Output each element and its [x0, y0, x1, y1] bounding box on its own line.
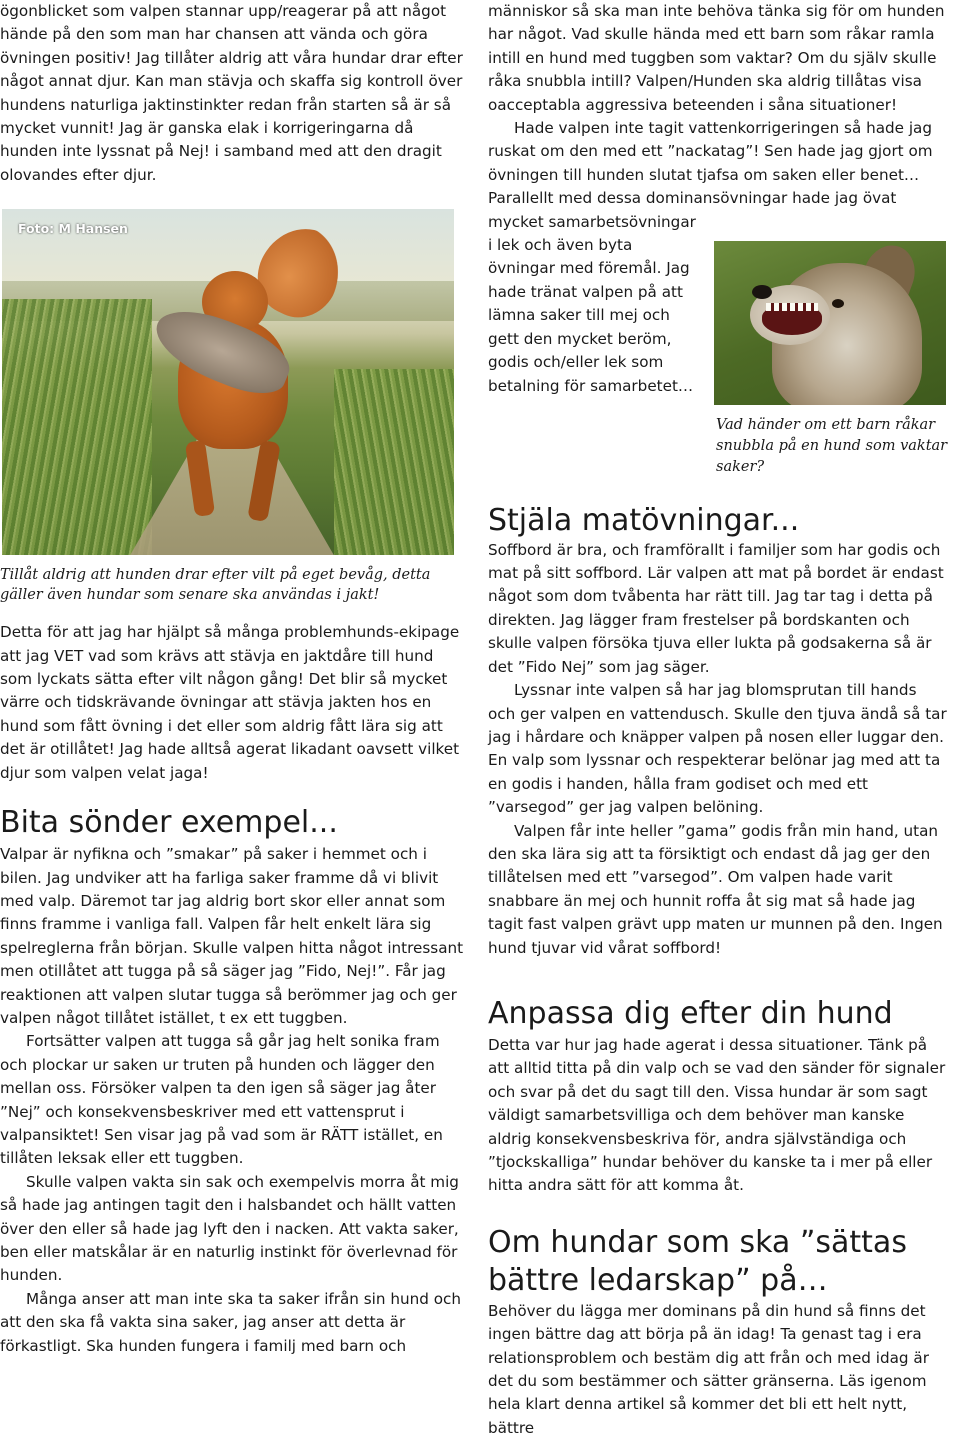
stjala-paragraph-3: Valpen får inte heller ”gama” godis från min hand, utan den ska lära sig att ta försiktigt och endast då jag ger den tillåtelsen med ett ”varsegod”. Om valpen hade varit snabbare än mej och hunnit roffa åt sig mat så hade jag tagit fast valpen grävt upp maten ur munnen på den. Ingen hund tjuvar vid vårat soffbord!: [488, 821, 943, 957]
bita-paragraph-2: Fortsätter valpen att tugga så går jag helt sonika fram och plockar ur saken ur truten på hunden och lägger den mellan oss. Försöker valpen ta den igen så säger jag åter ”Nej” och konsekvensbeskriver med ett vattensprut i valpansiktet! Sen visar jag på vad som är RÄTT istället, en tillåten leksak eller ett tuggben.: [0, 1032, 443, 1168]
left-column: [0, 0, 470, 1358]
bita-paragraph-3: Skulle valpen vakta sin sak och exempelvis morra åt mig så hade jag antingen tagit den i halsbandet och hällt vatten över den eller så hade jag lyft den i nacken. Att vakta saker, ben eller matskålar är en naturlig instinkt för överlevnad för hunden.: [0, 1172, 459, 1285]
anpassa-paragraph: Detta var hur jag hade agerat i dessa situationer. Tänk på att alltid titta på din valp och se vad den sänder för signaler och svar på det du sagt till den. Vissa hundar är som sagt väldigt samarbetsvilliga och dem behöver man kanske aldrig konsekvensbeskriva för, andra självständiga och ”tjockskalliga” hundar behöver du kanske ta i mer på eller hitta andra sätt för att komma åt.: [488, 1035, 946, 1195]
left-intro-paragraph: ögonblicket som valpen stannar upp/reagerar på att något hände på den som man har chansen att vända och göra övningen positiv! Jag tillåter aldrig att våra hundar drar efter något annat djur. Kan man stävja och skaffa sig kontroll över hundens naturliga jaktinstinkter redan från starten så är så mycket vunnit! Jag är ganska elak i korrigeringarna då hunden inte lyssnat på Nej! i samband med att den dragit olovandes efter djur.: [0, 2, 463, 184]
heading-bita-sonder: Bita sönder exempel...: [0, 805, 338, 841]
heading-anpassa: Anpassa dig efter din hund: [488, 995, 893, 1031]
om-paragraph: Behöver du lägga mer dominans på din hund så finns det ingen bättre dag att börja på än idag! Ta genast tag i era relationsproblem och bestäm dig att från och med idag är det du som bestämmer och sätter gränserna. Läs igenom hela klart denna artikel så kommer det bli ett helt nytt, bättre: [488, 1301, 929, 1437]
stjala-paragraph-2: Lyssnar inte valpen så har jag blomsprutan till hands och ger valpen en vattendusch. Skulle den tjuva ändå så tar jag i hårdare och knäpper valpen på nosen eller luggar den. En valp som lyssnar och respekterar belönar jag med att ta en godis i handen, hålla fram godiset och med ett ”varsegod” ger jag valpen belöning.: [488, 681, 947, 817]
snarling-dog-caption: Vad händer om ett barn råkar snubbla på en hund som vaktar saker?: [716, 416, 948, 475]
photo-credit: Foto: M Hansen: [18, 221, 128, 237]
dog-with-hare-photo: [2, 209, 454, 555]
snarling-dog-photo: [714, 241, 946, 405]
heading-om-hundar: Om hundar som ska ”sättas bättre ledarskap” på…: [488, 1224, 907, 1298]
after-caption-paragraph: Detta för att jag har hjälpt så många problemhunds-ekipage att jag VET vad som krävs att stävja en jaktdåre till hund som lyckats sätta efter vilt någon gång! Det blir så mycket värre och tidskrävande övningar att stävja jakten hos en hund som fått övning i det eller som aldrig fått lära sig att det är otillåtet! Jag hade alltså agerat likadant oavsett vilket djur som valpen velat jaga!: [0, 623, 460, 782]
right-intro-paragraph: människor så ska man inte behöva tänka sig för om hunden har något. Vad skulle hända med ett barn som råkar ramla intill en hund med tuggben som vaktar? Om du själv skulle råka snubbla intill? Valpen/Hunden ska aldrig tillåtas visa oacceptabla aggressiva beteenden i såna situationer!: [488, 2, 945, 114]
right-intro-paragraph-2: Hade valpen inte tagit vattenkorrigeringen så hade jag ruskat om den med ett ”nackatag”! Sen hade jag gjort om övningen till hunden slutat tjafsa om saken eller benet… Parallellt med dessa dominansövningar hade jag övat: [488, 119, 933, 208]
wrap-paragraph: mycket samarbetsövningar i lek och även byta övningar med föremål. Jag hade tränat valpen på att lämna saker till mej och gett den mycket beröm, godis och/eller lek som betalning för samarbetet…: [488, 212, 696, 395]
heading-stjala-matovningar: Stjäla matövningar...: [488, 502, 800, 538]
right-column: [488, 0, 948, 1440]
bita-paragraph-4: Många anser att man inte ska ta saker ifrån sin hund och att den ska få vakta sina saker, jag anser att detta är förkastligt. Ska hunden fungera i familj med barn och: [0, 1289, 461, 1355]
bita-paragraph-1: Valpar är nyfikna och ”smakar” på saker i hemmet och i bilen. Jag undviker att ha farliga saker framme då vi blivit med valp. Däremot tar jag aldrig bort skor eller annat som finns framme i vanliga fall. Valpen får helt enkelt lära sig spelreglerna från början. Skulle valpen hitta något intressant men otillåtet att tugga på så säger jag ”Fido, Nej!”. Får jag reaktionen att valpen slutar tugga så berömmer jag och ger valpen något tillåtet istället, t ex ett tuggben.: [0, 845, 464, 1027]
stjala-paragraph-1: Soffbord är bra, och framförallt i familjer som har godis och mat på sitt soffbord. Lär valpen att mat på bordet är endast något som dom tvåbenta har rätt till. Jag tar tag i detta på direkten. Jag lägger fram frestelser på bordskanten och skulle valpen försöka tjuva eller lukta på godsakerna så är det ”Fido Nej” som jag säger.: [488, 540, 944, 676]
photo-caption: Tillåt aldrig att hunden drar efter vilt på eget bevåg, detta gäller även hundar som senare ska användas i jakt!: [0, 567, 431, 604]
wrap-section: [488, 211, 948, 489]
